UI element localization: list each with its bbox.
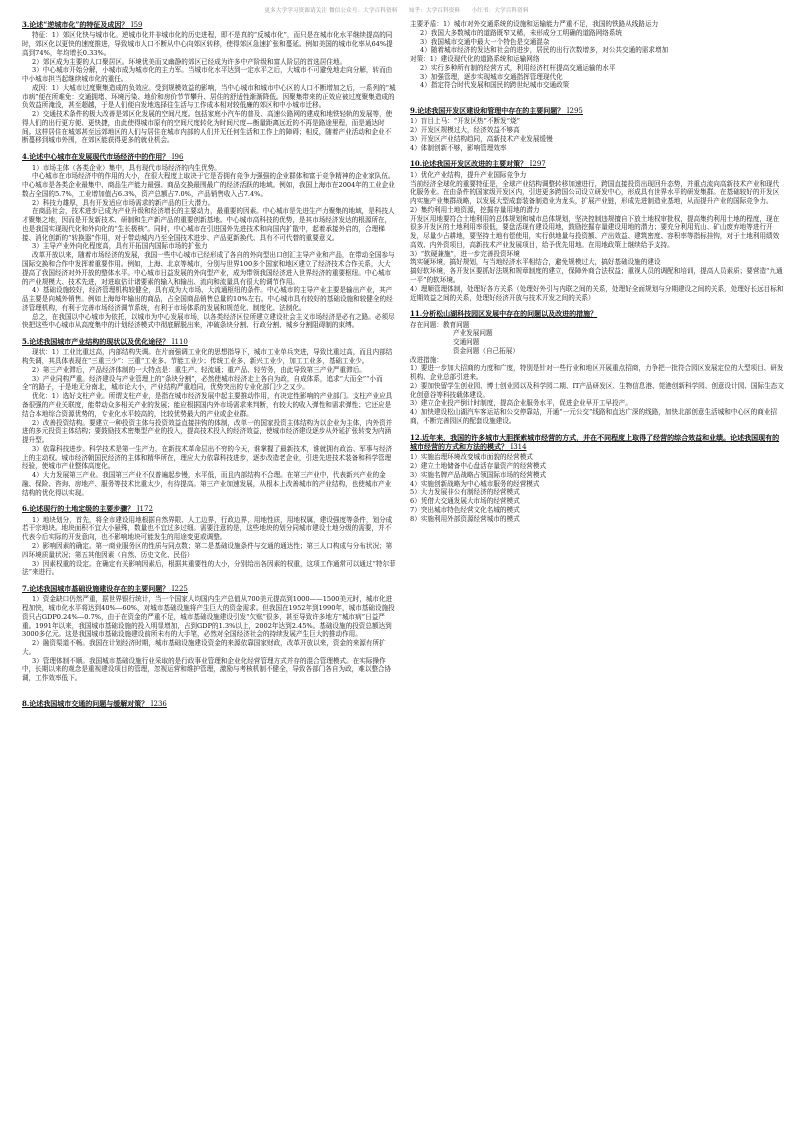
paragraph: 4）随着城市经济的发达和社会的进步，居民的出行次数增多，对公共交通的需求增加 <box>420 46 669 55</box>
q4-title: 4.论述中心城市在发展现代市场经济中的作用？ I96 <box>22 152 184 162</box>
paragraph: 4）理顺管理体制，处理好各方关系（处理好外引与内联之间的关系，处理好全面规划与分期建设之间的关系，处理好长远目标和近期效益之间的关系，处理好经济开放与技术开发之间的关系） <box>410 284 784 302</box>
paragraph: 3）产业同构严重。经济建设与产业管理上的“条块分割”，必然使城市经济走上各自为政，自成体系，追求“大而全”“小而全”的路子，于是地无分南北，城市论大小，产业结构严重趋同，优势突出的专业化部门少之又少。 <box>22 374 383 392</box>
paragraph: 2）我国大多数城市的道路既窄又稀，未形成分工明确的道路网络系统 <box>420 28 623 37</box>
paragraph: 主要矛盾：1）城市对外交通系统的设施和运输能力严重不足，我国的铁路从线路运力 <box>410 20 659 28</box>
paragraph: 1）优化产业结构，提升产业国际竞争力 <box>410 170 527 179</box>
q5-section <box>22 337 397 497</box>
paragraph: 2）融资渠道不畅。我国在计划经济时期，城市基础设施建设资金的来源依靠国家财政，改革开放以来，资金的来源有所扩大。 <box>22 639 386 656</box>
list-item: 6）凭借大交通发展大市场的经营模式 <box>410 497 520 506</box>
paragraph: 产业发展问题 <box>453 329 493 338</box>
paragraph: 现状：1）工业比重过高，内部结构失调。在片面强调工业化的思想指导下，城市工业单兵突进，导致比重过高，而且内部结构失调，其具体表现在“三重三少”：三重“工业多、节能工业少；传统工业多，新兴工业少，加工工业多，基础工业少。 <box>22 348 393 366</box>
q11-section <box>410 309 785 425</box>
paragraph: 优化：1）选好支柱产业。所谓支柱产业，是指在城市经济发展中起主要推动作用，有决定性影响的产业部门。支柱产业应具备很强的产业关联度，能带动众多相关产业的发展；能应根据国内外市场需求来判断，有较大的收入弹性和需求弹性；它还应是结合本地综合资源优势的，专业化水平较高的，比较优势最大的产业或企业群。 <box>22 392 393 418</box>
left-column <box>22 20 397 716</box>
q8-section <box>22 699 397 709</box>
q12-section <box>410 433 785 524</box>
paragraph: 2）第三产业滞后，产品经济体制的一大特点是：重生产、轻流通；重产品、轻劳务，由此导致第三产业严重滞后。 <box>32 365 366 374</box>
paragraph: 3）建立企业投产倒计时制度，提高企业服务水平，促进企业早开工早投产。 <box>410 399 632 408</box>
paragraph: 2）开发区规模过大，经济效益不够高 <box>410 126 520 135</box>
paragraph: 交通问题 <box>453 338 480 347</box>
paragraph: 存在问题：教育问题 <box>410 320 470 329</box>
paragraph: 在商品社会，技术进步已成为产业升级和经济增长的主要动力，最重要的因素。中心城市是先进生产力聚集的地域，是科技人才聚集之地，因而是开发新技术、研制和生产新产品的重要创新基地。中心城市高科技的优势，是其市场经济发达的根源所在，也是我国实现现代化和外向化的“生长极核”。同时，中心城市在引进国外先进技术和向国内扩散中，起着承接外启的，合理梯接、消化创新的“转换器”作用，对于带动城内乃至全国技术进步、产品更新换代、具有不可代替的重要意义。 <box>22 207 395 242</box>
paragraph: 4）基础设施较好，经济管理机构较健全，具有成为大市场、大流通枢纽的条件。中心城市的主导产业主要是输出产业，其产品主要是向城外销售。例如上海每年输出的商品，占全国商品销售总量的10%左右。中心城市具有较好的基础设施和较健全的经济管理机构，有利于完善市场经济调节系统，有利于市场体系的发展和规范化、制度化、法制化。 <box>22 286 393 312</box>
paragraph: 4）加快建设松山湖汽车客运站和公交停靠站，开通“一元公交”线路和直达广深的线路，加快北部创意生活城和中心区的商业招商，不断完善园区的配套设施建设。 <box>410 408 777 425</box>
q8-title: 8.论述我国城市交通的问题与缓解对策？ I236 <box>22 699 167 709</box>
paragraph: 2）交通技术条件的极大改善是郊区化发展的空间尺度。包括家庭小汽车的普及、高速公路网的建成和地铁轻轨的发展等，使得人们的出行更方便、更快捷，由此使得城市原有的空间尺度转化为时间尺度—衡量距离远近的不再是路途里程，而是通达时间。这样居住在城郊甚至远郊地区的人们与居住在城市内部的人们并无任何生活和工作上的障碍；相反，随着产业活动和企业不断蔓移到城市外围，在郊区能获得更多的就业机会。 <box>22 110 393 145</box>
paragraph: 中心城市在市场经济中的作用的大小，在很大程度上取决于它是否拥有竞争力强强的企业群体和富于竞争精神的企业家队伍。中心城市是各类企业最集中、商品生产能力最强、商品交换最围最广的经济活跃的地域。例如，我国上海市在2004年的工业企业数占全国的5.7%，工业增加值占6.3%，资产总额占7.0%，产品销售收入占7.4%。 <box>22 172 395 198</box>
paragraph: 成因：1）大城市过度聚集造成的负效应。受到规模效益的影响，当中心城市和城市中心区的人口不断增加之后，一系列的“城市病”便在所难免：交通拥堵、环境污染、地价和房价节节攀升、居住的舒适性渐渐降低。因聚集带来的正效应被过度聚集造成的负效益所淹没，甚至超越，于是人们便自发地选择往生活与工作成本相对较低廉的郊区和中小城市迁移。 <box>22 83 396 110</box>
paragraph: 2）集约利用土地资源，挖掘存量用地的潜力 <box>410 205 540 214</box>
paragraph: 1）资金缺口仍然严重，据世界银行统计，当一个国家人均国内生产总值从700美元提高到1000——1500美元时，城市化进程加快，城市化水平将达到40%—60%，对城市基础设施将产生巨大的资金需求。但我国在1952年到1990年，城市基础设施投资只占GDP0.24%—0.7%，由于在资金的严重不足，城市基础设施建设引发“欠账”很多，甚至导致许多地方“城市病”日益严重。1991年以来，我国城市基础设施的投入明显增加，占到GDP的1.3%以上，2002年达到2.45%。基础设施的投资总额达到3000多亿元。这是我国城市基础设施建设前所未有的大手笔，必然对全国经济社会的持续发展产生巨大的推动作用。 <box>22 595 395 639</box>
paragraph: 1）地块划分，首先，将全市建设用地根据自然界限、人工边界，行政边界，用地性质，用地权属，建设强度等条件，划分成若干宗地块。地块面积不宜大小悬殊，数量也不宜过多过细。需要注意的是，这些地块的划分同城市建设土地分级的需要，并不代表今后实际的开发意向，也不影响地块可能发生的用途变更或调整。 <box>22 515 393 542</box>
paragraph: 总之，在我国以中心城市为依托，以城市为中心发展市场，以各类经济区位所建立建设社会主义市场经济是必有之路。必须尽快把这些中心城市从高度集中的计划经济模式中彻底解脱出来，冲破条块分割、行政分割、城乡分割阻碍制的束缚。 <box>22 312 395 330</box>
paragraph: 改进措施： <box>410 355 443 364</box>
paragraph: 1）要进一步加大招商的力度和广度，特别是针对一些行业和地区开展重点招商，力争把一批符合园区发展定位的大型项目、研发机构、企业总部引进来。 <box>410 364 784 382</box>
paragraph: 2）郊区成为主要的人口聚居区。环境优美而又幽静的郊区已经成为许多中产阶级和富人阶层的首选居住地。 <box>32 57 347 66</box>
q5-title: 5.论述我国城市产业结构的现状以及优化途径？ I110 <box>22 337 188 347</box>
paragraph: 3）因素权重的设定。在确定有关影响因素后，根据其重要性的大小，分别给出各因素的权重，这项工作通常可以通过“特尔菲法”来进行。 <box>22 559 396 577</box>
paragraph: 对策：1）建设现代化的道路系统和运输网络 <box>410 55 540 64</box>
q7-section <box>22 584 397 683</box>
q8-continued-section <box>410 20 785 90</box>
paragraph: 2）科技力雄厚，具有开发适应市场需求的新产品的巨大潜力。 <box>32 198 215 207</box>
q9-section <box>410 106 785 152</box>
q3-title: 3.论述“逆城市化”的特征及成因？ I59 <box>22 20 143 29</box>
paragraph: 2）改善投资结构。要建立一种投资主体与投资效益直接挂钩的体制，改单一的国家投资主体结构为以企业为主体，内外资并进的多元投资主体结构；要鼓励技术密集型产业的投入，提高技术投入的经济效益，使城市经济建设逐步从外延扩张转变为内涵提升型。 <box>22 418 393 445</box>
q11-title: 11.分析松山湖科技园区发展中存在的问题以及改进的措施？ <box>410 309 598 319</box>
paragraph: 3）开发区产业结构趋同，高新技术产业发展缓慢 <box>410 134 553 143</box>
paragraph: 开发区用地要符合土地利用的总体规划和城市总体规划，坚决控制违规擅自下放土地权审批权，提高集约利用土地的程度，现在很多开发区的土地利用率很低，要盘活现有建设用地，鼓励挖掘存量建设用地的潜力；要充分利用荒山、矿山废弃地等进行开发，尽量少占耕地，要坚持土地有偿使用，实行供地量与投资额、产出效益、建筑密度、容积率等指标挂钩，对于土地利用绩效高效、内外资项目，高新技术产业发展项目，给予优先用地。在用地政策上继续给予支持。 <box>410 214 780 249</box>
page-header: 更多大学学习资源请关注 微信公众号：大学百科资料 知乎：大学百科资料 小红书：大学百科资料 <box>264 8 529 14</box>
q4-section <box>22 152 397 330</box>
q10-title: 10.论述我国开发区改进的主要对策？ I297 <box>410 159 546 169</box>
paragraph: 1）盲目上马：“开发区热”不断发“烧” <box>410 117 520 126</box>
q6-section <box>22 504 397 577</box>
paragraph: 2）要加快留学生创业园、博士创业园以及科学园二期、IT产品研发区、生物信息港、莞港创新科学园、创意设计园、国际生态文化创意谷等科技载体建设。 <box>410 381 784 399</box>
paragraph: 2）实行多种所有制的经营方式，利用经济杠杆提高交通运输的水平 <box>420 63 616 72</box>
list-item: 5）大力发展非公有制经济的经营模式 <box>410 488 520 497</box>
paragraph: 特征：1）郊区化快与城市化。逆城市化并非城市化的历史进程，即不是真的“反城市化”，而只是在城市化水平继续提高的同时，郊区化以更快的速度推进，导致城市人口不断从中心向郊区转移，使得郊区急速扩张和蔓延。例如美国的城市化率从64%提高到74%，年均增长0.33%。 <box>22 31 393 57</box>
paragraph: 改革开放以来，随着市场经济的发展，我国一些中心城市已经形成了各自的外向型出口创汇主导产业和产品，在带动全国参与国际交换和合作中发挥着重要作用。例如，上海、北京等城市，分别与世界100多个国家和地区建立了经济技术合作关系，大大提高了我国经济对外开放的整体水平。中心城市日益发展的外向型产业，成为带领我国经济进入世界经济的重要枢纽。中心城市的产业规模大、技术先进，对进取估计诸要素的输入和输出、流向和流量具有很大的调节作用。 <box>22 251 395 286</box>
paragraph: 当前经济全球化的重要特征是，全球产业结构调整转移加速进行，跨国直接投资出现回升态势，并重点流向高新技术产业和现代化服务业。在由条件的国家级开发区内，引进更多跨国公司设立研发中心，形成具有世界水平的研发集群。在基础较好的开发区内实施产业集群战略，以发展大型成套装备制造业为龙头，扩展产业链，形成先进制造业基地，从而提升产业的国际竞争力。 <box>410 179 780 206</box>
paragraph: 4）指定符合时代发展和国民的跨世纪城市交通政策 <box>420 81 570 90</box>
paragraph: 搞好软环境，各开发区要抓好法规和规章制度的建立，保障外商合法权益；重视人员的调配和培训，提高人员素质；要营造“九通一平”的软环境。 <box>410 267 783 284</box>
q9-title: 9.论述我国开发区建设和管理中存在的主要问题？ I295 <box>410 106 583 116</box>
q6-title: 6.论述现行的土地定级的主要步骤？ J172 <box>22 504 153 514</box>
paragraph: 3）中心城市开始分解，小城市成为城市化的主力军。当城市化水平达到一定水平之后，大城市不可避免地走向分解，转而由中小城市担当起继续城市化的重任。 <box>22 66 393 84</box>
q7-title: 7.论述我国城市基础设施建设存在的主要问题？ I225 <box>22 584 188 594</box>
paragraph: 3）“软硬兼施”，进一步完善投资环境 <box>410 249 520 258</box>
paragraph: 3）我国城市交通中最大一个特色是交通混杂 <box>420 37 550 46</box>
list-item: 4）实施创新战略为中心城市服务的经营模式 <box>410 479 540 488</box>
q10-section <box>410 159 785 302</box>
list-item: 1）实施治理环境改变城市面貌的经营模式 <box>410 453 533 462</box>
q12-title: 12.近年来，我国的许多城市大胆探索城市经营的方式，并在不同程度上取得了经营的综合效益和业绩。论述我国现有的城市经营的方式和方法的模式？ I314 <box>410 432 780 452</box>
paragraph: 1）市场主体（各类企业）集中，具有现代市场经济的内生优势。 <box>32 163 221 172</box>
list-item: 8）实施利用外部资源经营城市的模式 <box>410 514 520 523</box>
list-item: 7）突出城市特色经营文化名城的模式 <box>410 505 520 514</box>
paragraph: 4）体制创新不够，影响管理效率 <box>410 143 507 152</box>
list-item: 2）建立土地储备中心盘活存量资产的经营模式 <box>410 462 547 471</box>
paragraph: 3）加强管理，逐步实现城市交通指挥管理现代化 <box>420 72 563 81</box>
paragraph: 3）依靠科技进步。科学技术是第一生产力，在新技术革命层出不穷的今天，谁掌握了最新技术，谁就拥有政治、军事与经济上的主动权。城市经济朝国民经济的主体和精华所在，理应大力依靠科技进步，逐步改造老企业，引进先进技术装备和科学管理经验，使城市产业整体高度化。 <box>22 444 393 471</box>
paragraph: 3）主导产业外向化程度高，具有开拓国内国际市场的扩张力 <box>32 242 208 251</box>
paragraph: 3）管理体制不顺。我国城市基础设施行业采取的是行政事业管理和企业化经营管理方式并存的混合管理模式。在实际操作中，长期以来的观念是重视建设项目的管理，忽视运营和维护管理，激励与考核机制不健全，导致各部门各自为政，难以整合协调，工作效率低下。 <box>22 656 392 683</box>
paragraph: 资金问题（自己拓展） <box>453 346 519 355</box>
right-column <box>410 20 785 530</box>
paragraph: 筑实硬环境，搞好规划，与当地经济水平相结合，避免规模过大，搞好基础设施的建设 <box>410 258 661 267</box>
q3-section <box>22 20 397 145</box>
paragraph: 4）大力发展第三产业。我国第三产业不仅普遍起步慢，水平低，而且内部结构不合理。在第三产业中，代表新兴产业的金融、保险、咨询、房地产、服务等技术比重太少，有待提高。第三产业加速发展，从根本上改善城市的产业结构，也使城市产业结构的优化得以实现。 <box>22 471 392 497</box>
paragraph: 2）影响因素的确定。第一商业服务区的性质与同点数；第二是基础设施条件与交通的通达性；第三人口构成与分布状况；第四环境质量状况；第五其他因素（自然、历史文化、民俗） <box>22 542 393 559</box>
list-item: 3）实施名牌产品战略占领国际市场的经营模式 <box>410 470 547 479</box>
